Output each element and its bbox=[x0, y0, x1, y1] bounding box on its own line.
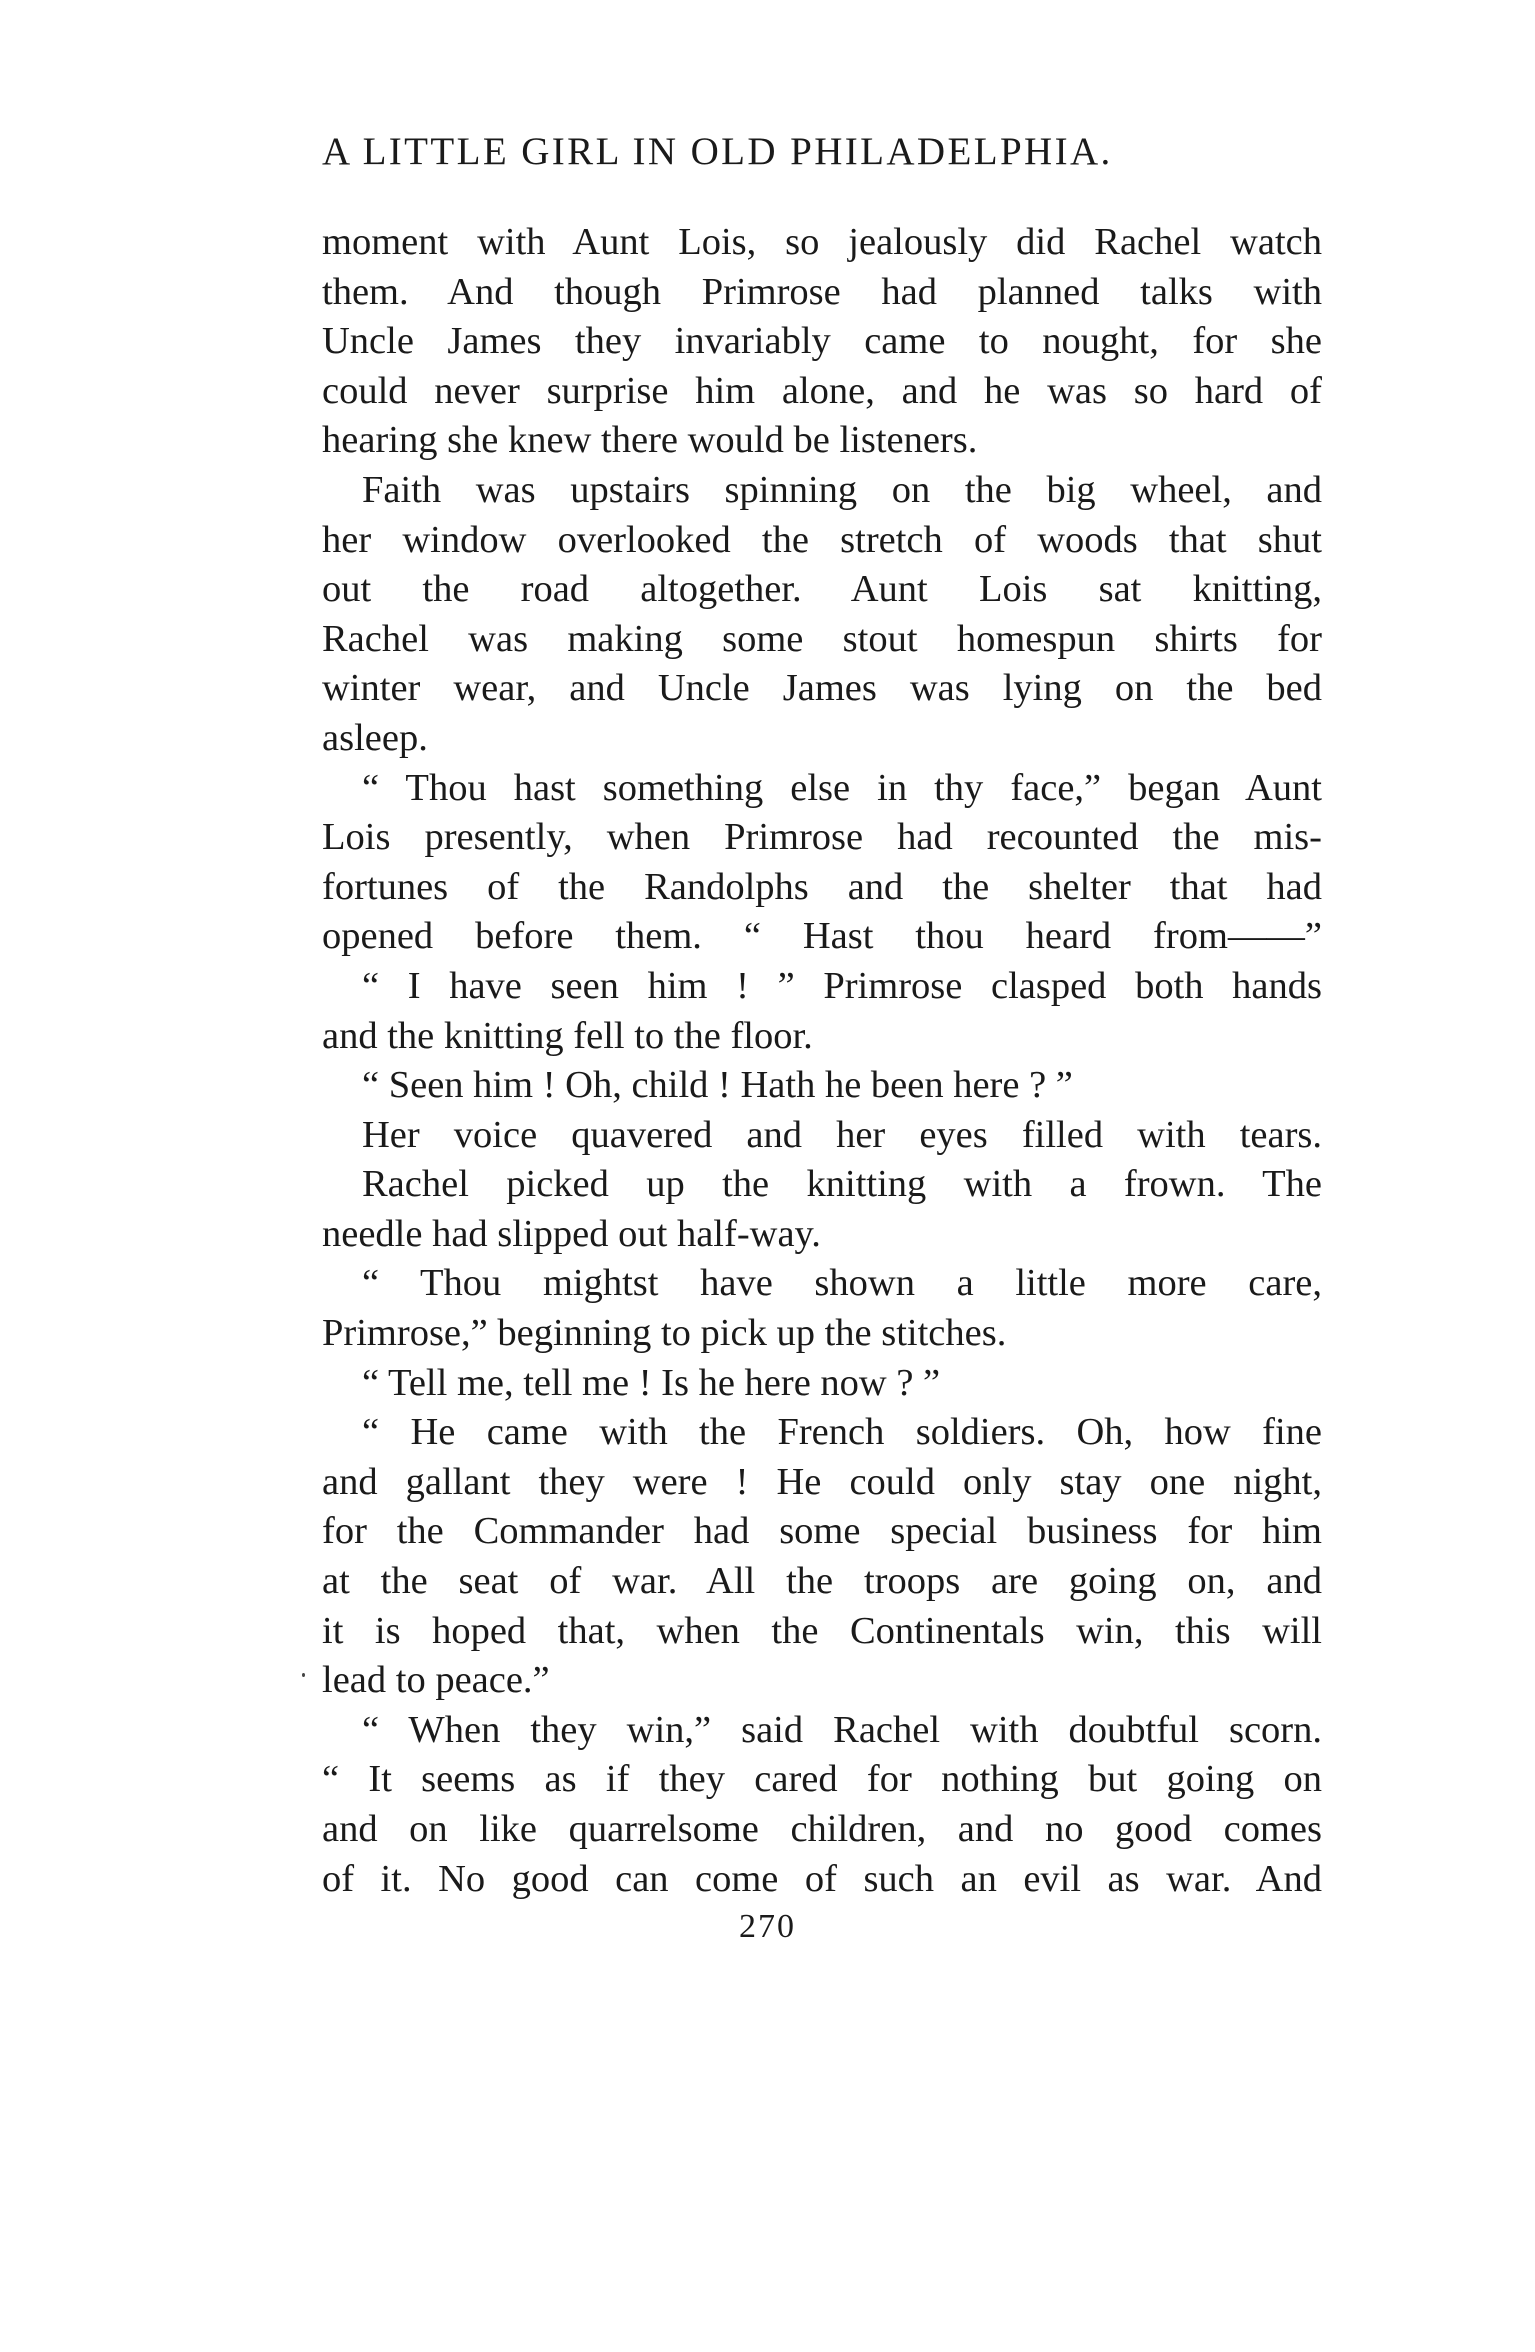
text-line: Rachel was making some stout homespun shirts for bbox=[322, 617, 1322, 660]
text-line: for the Commander had some special business for him bbox=[322, 1510, 1322, 1553]
text-line: “ Thou mightst have shown a little more care, bbox=[362, 1262, 1322, 1305]
text-line: Lois presently, when Primrose had recounted the mis- bbox=[322, 816, 1322, 859]
text-line: “ It seems as if they cared for nothing but going on bbox=[322, 1758, 1322, 1801]
text-line: it is hoped that, when the Continentals win, this will bbox=[322, 1609, 1322, 1652]
text-line: winter wear, and Uncle James was lying on the bed bbox=[322, 667, 1322, 710]
body-text bbox=[322, 218, 1322, 1904]
text-line: Faith was upstairs spinning on the big wheel, and bbox=[362, 468, 1322, 511]
text-line: at the seat of war. All the troops are going on, and bbox=[322, 1560, 1322, 1603]
print-speck bbox=[302, 1673, 305, 1677]
running-head: A LITTLE GIRL IN OLD PHILADELPHIA. bbox=[322, 130, 1113, 173]
text-line: “ Thou hast something else in thy face,” began Aunt bbox=[362, 766, 1322, 809]
text-line: “ I have seen him ! ” Primrose clasped both hands bbox=[362, 964, 1322, 1007]
text-line: Rachel picked up the knitting with a frown. The bbox=[362, 1163, 1322, 1206]
text-line: and on like quarrelsome children, and no good comes bbox=[322, 1808, 1322, 1850]
text-line: “ Seen him ! Oh, child ! Hath he been here ? ” bbox=[362, 1064, 1073, 1107]
text-line: “ When they win,” said Rachel with doubtful scorn. bbox=[362, 1708, 1322, 1751]
text-line: and gallant they were ! He could only stay one night, bbox=[322, 1460, 1322, 1503]
text-line: lead to peace.” bbox=[322, 1659, 550, 1702]
text-line: fortunes of the Randolphs and the shelter that had bbox=[322, 865, 1322, 908]
text-line: them. And though Primrose had planned talks with bbox=[322, 270, 1322, 313]
text-line: her window overlooked the stretch of woods that shut bbox=[322, 518, 1322, 561]
text-line: moment with Aunt Lois, so jealously did Rachel watch bbox=[322, 221, 1322, 263]
text-line: hearing she knew there would be listeners. bbox=[322, 419, 978, 462]
text-line: asleep. bbox=[322, 716, 428, 759]
text-line: out the road altogether. Aunt Lois sat knitting, bbox=[322, 568, 1322, 611]
page-number: 270 bbox=[739, 1908, 796, 1945]
text-line: Her voice quavered and her eyes filled with tears. bbox=[362, 1113, 1322, 1156]
text-line: needle had slipped out half-way. bbox=[322, 1212, 821, 1255]
text-line: Primrose,” beginning to pick up the stitches. bbox=[322, 1312, 1007, 1355]
text-line: Uncle James they invariably came to nought, for she bbox=[322, 320, 1322, 363]
text-line: “ Tell me, tell me ! Is he here now ? ” bbox=[362, 1361, 941, 1404]
text-line: could never surprise him alone, and he was so hard of bbox=[322, 369, 1322, 412]
text-line: of it. No good can come of such an evil as war. And bbox=[322, 1857, 1322, 1900]
text-line: “ He came with the French soldiers. Oh, how fine bbox=[362, 1411, 1322, 1454]
text-line: and the knitting fell to the floor. bbox=[322, 1014, 813, 1057]
text-line: opened before them. “ Hast thou heard from——” bbox=[322, 915, 1322, 958]
